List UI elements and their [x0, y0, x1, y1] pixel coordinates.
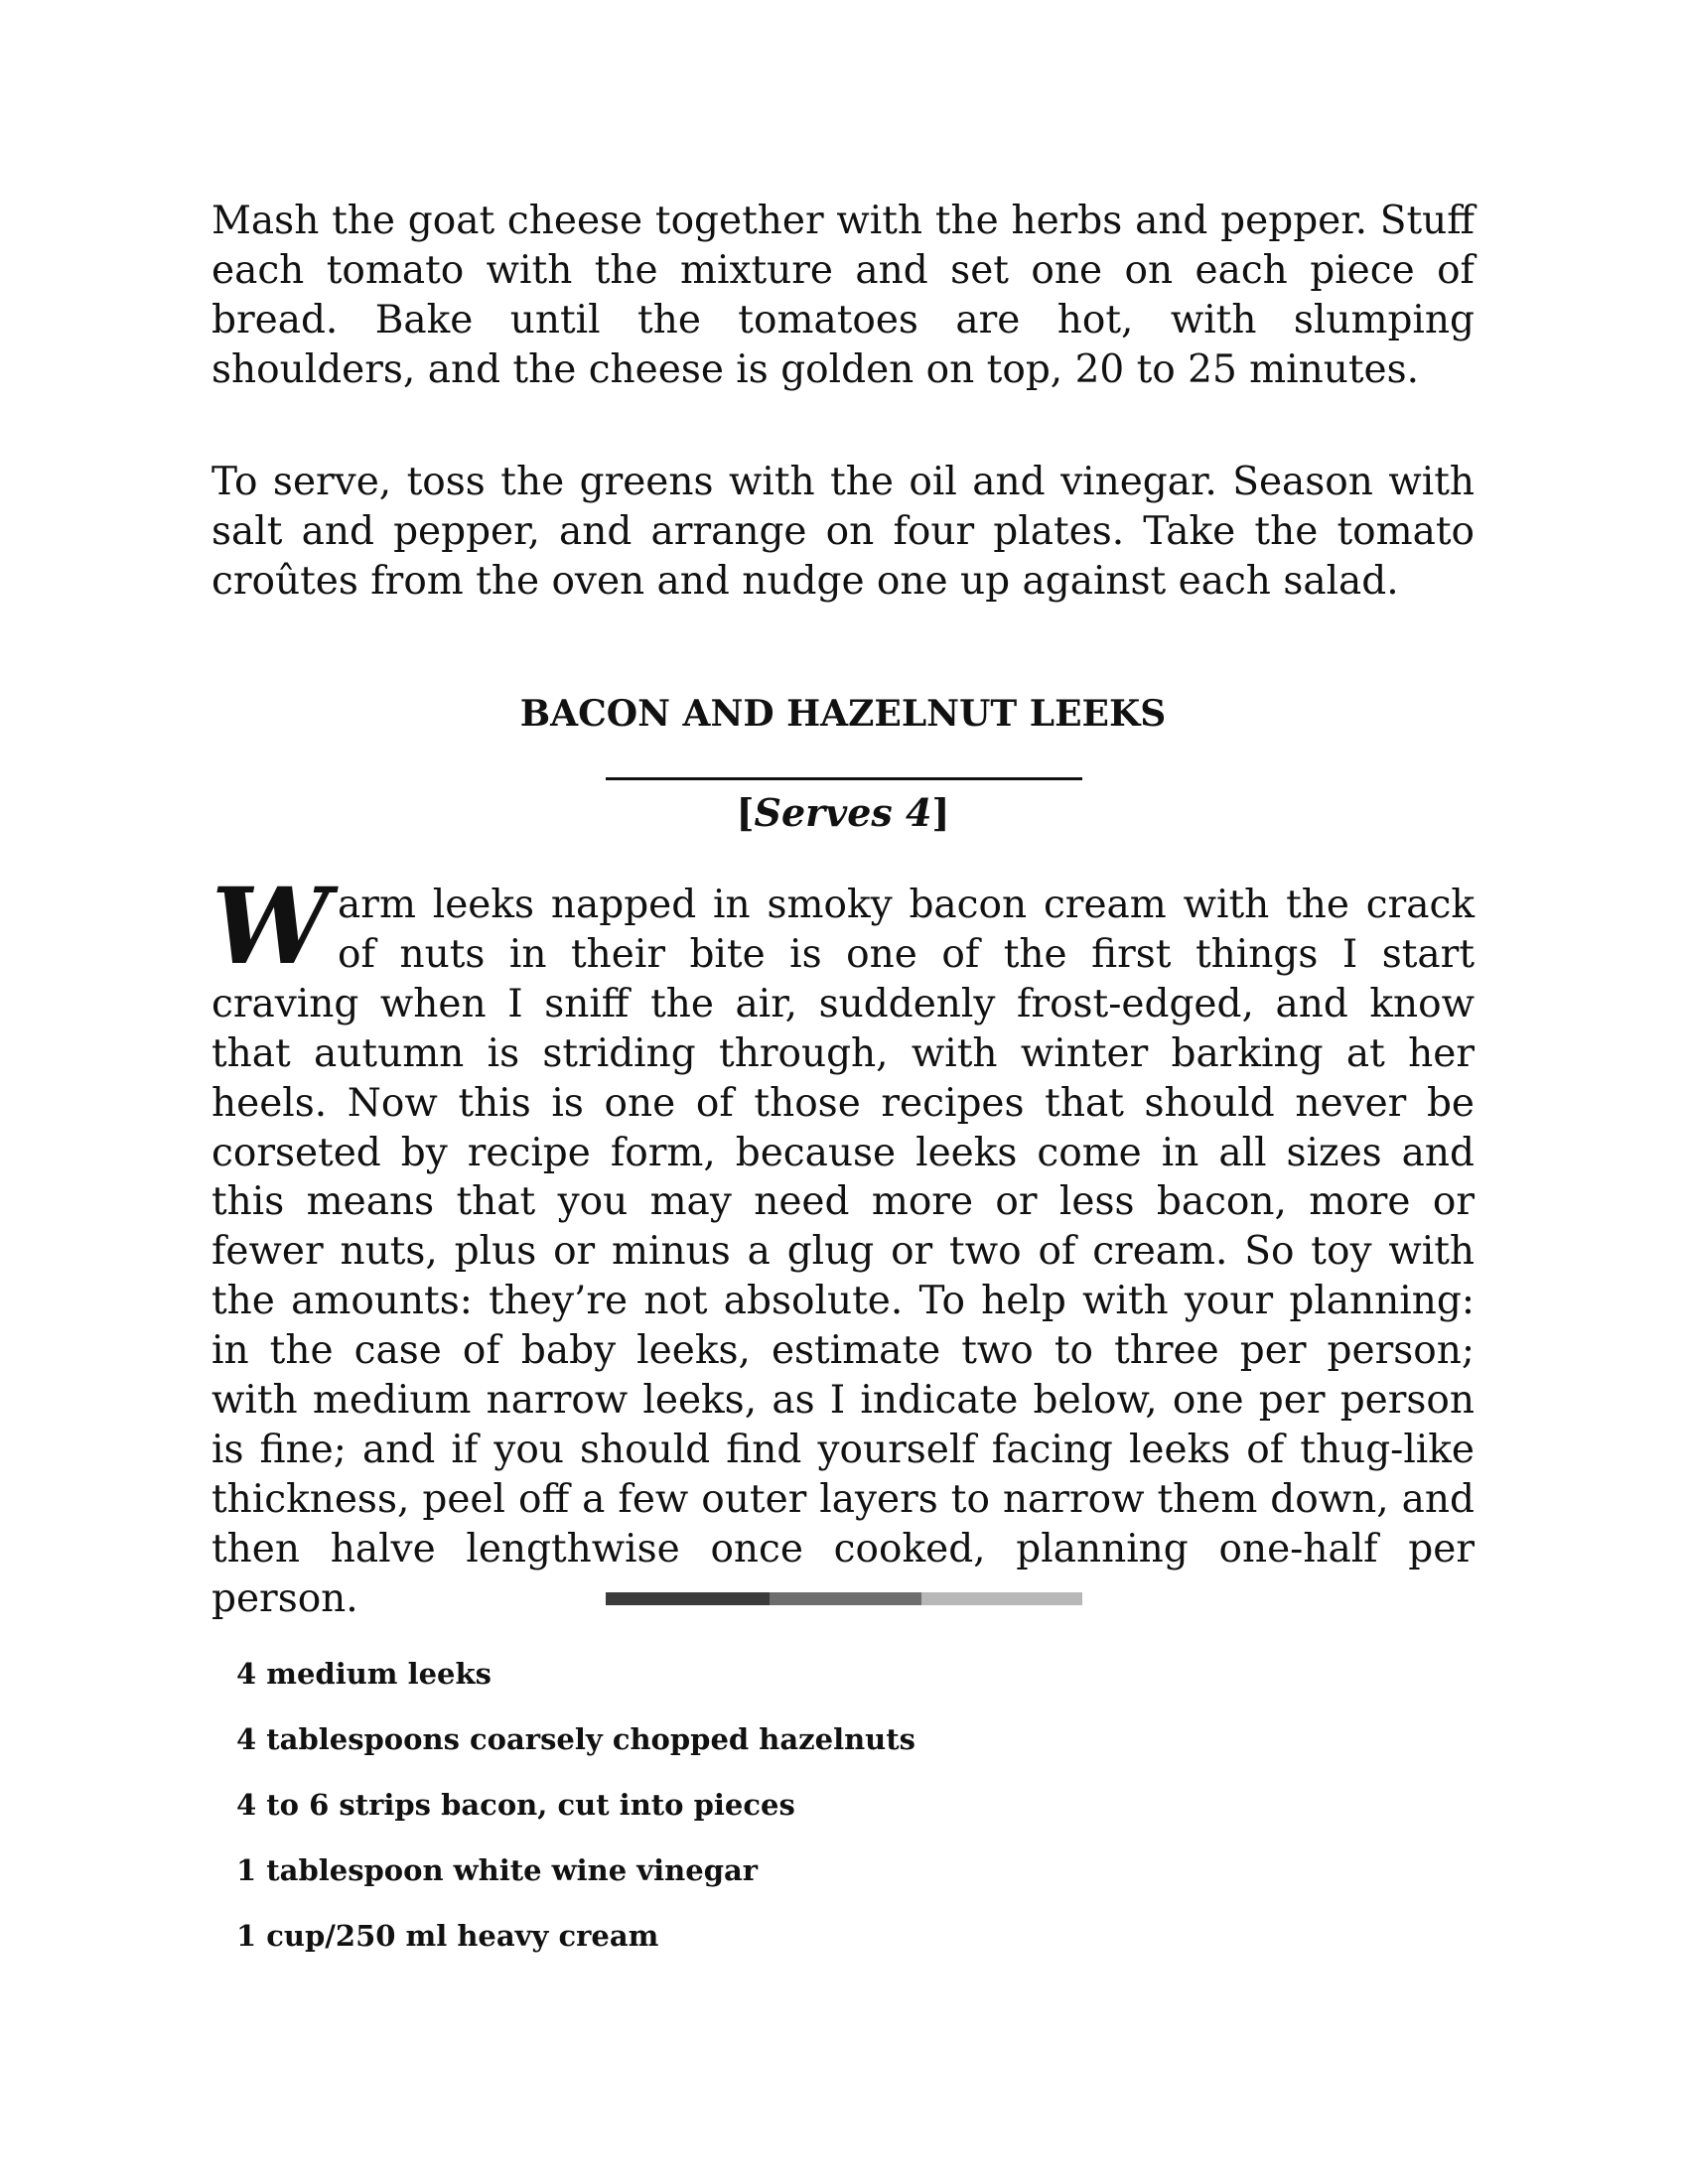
body-paragraph: Mash the goat cheese together with the herbs and pepper. Stuff each tomato with the mixture and set one on each piece of bread. Bake until the tomatoes are hot, with slumping shoulders, and the cheese is golden on top, 20 to 25 minutes. [211, 199, 1475, 392]
intro-text: arm leeks napped in smoky bacon cream with the crack of nuts in their bite is one of the first things I start craving when I sniff the air, suddenly frost-edged, and know that autumn is striding through, with winter barking at her heels. Now this is one of those recipes that should never be corseted by recipe form, because leeks come in all sizes and this means that you may need more or less bacon, more or fewer nuts, plus or minus a glug or two of cream. So toy with the amounts: they’re not absolute. To help with your planning: in the case of baby leeks, estimate two to three per person; with medium narrow leeks, as I indicate below, one per person is fine; and if you should find yourself facing leeks of thug-like thickness, peel off a few outer layers to narrow them down, and then halve lengthwise once cooked, planning one-half per person. [211, 883, 1475, 1621]
ingredient-item: 4 to 6 strips bacon, cut into pieces [236, 1788, 795, 1822]
serves-open-bracket: [ [736, 790, 755, 835]
ingredient-list [236, 1656, 915, 1983]
drop-cap: W [211, 864, 331, 988]
divider-segment-mid [770, 1592, 922, 1605]
ingredient-item: 4 medium leeks [236, 1657, 492, 1691]
title-rule [606, 777, 1082, 780]
recipe-intro [211, 864, 1475, 1624]
body-paragraph: To serve, toss the greens with the oil and vinegar. Season with salt and pepper, and arrange on four plates. Take the tomato croûtes from the oven and nudge one up against each salad. [211, 460, 1475, 604]
serves-text: Serves 4 [754, 790, 932, 835]
recipe-title: BACON AND HAZELNUT LEEKS [519, 693, 1167, 735]
ingredient-item: 1 tablespoon white wine vinegar [236, 1853, 759, 1887]
page-content [211, 197, 1475, 1953]
ingredient-item: 4 tablespoons coarsely chopped hazelnuts [236, 1722, 915, 1756]
serves-close-bracket: ] [931, 790, 950, 835]
divider-segment-dark [606, 1592, 770, 1605]
section-divider [606, 1592, 1082, 1605]
serves-line [211, 788, 1475, 838]
divider-segment-light [921, 1592, 1082, 1605]
ingredient-item: 1 cup/250 ml heavy cream [236, 1919, 659, 1953]
